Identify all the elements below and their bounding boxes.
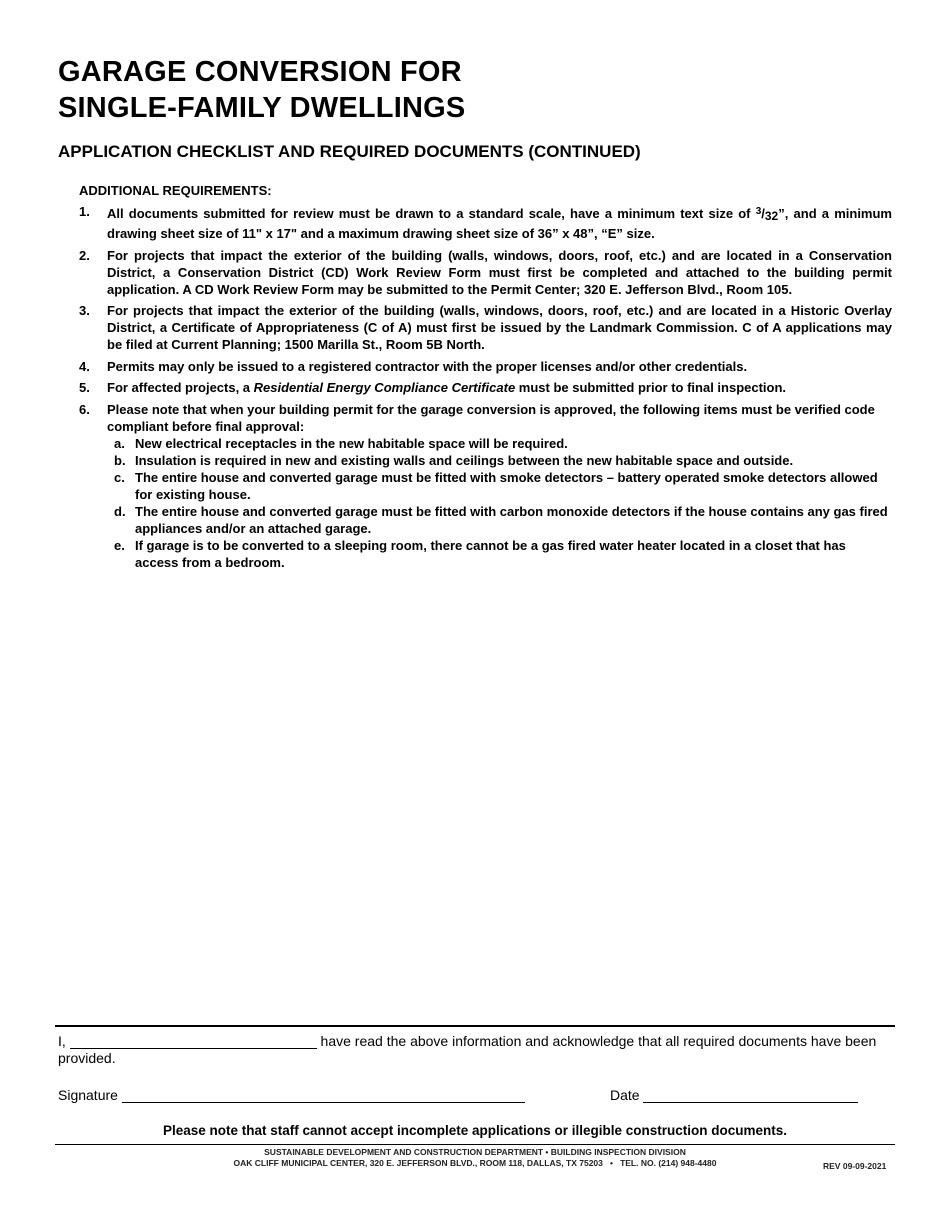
sublist-text: Insulation is required in new and existing walls and ceilings between the new habitable space and outside.	[135, 452, 794, 468]
revision-date: REV 09-09-2021	[823, 1161, 887, 1171]
signature-row	[58, 1087, 525, 1103]
footer-department: SUSTAINABLE DEVELOPMENT AND CONSTRUCTION DEPARTMENT • BUILDING INSPECTION DIVISION	[264, 1147, 686, 1157]
title-line-1: GARAGE CONVERSION FOR	[58, 56, 462, 88]
requirement-text: For projects that impact the exterior of the building (walls, windows, doors, roof, etc.) and are located in a Conservation District, a Conservation District (CD) Work Review Form must first be completed and attached to the building permit application. A CD Work Review Form may be submitted to the Permit Center; 320 E. Jefferson Blvd., Room 105.	[107, 247, 892, 297]
requirement-text: For projects that impact the exterior of the building (walls, windows, doors, roof, etc.) and are located in a Historic Overlay District, a Certificate of Appropriateness (C of A) must first be issued by the Landmark Commission. C of A applications may be filed at Current Planning; 1500 Marilla St., Room 5B North.	[107, 303, 892, 352]
date-label: Date	[610, 1087, 640, 1103]
requirement-number: 6.	[79, 401, 90, 417]
sublist-letter: b.	[114, 452, 126, 468]
footer-address-line	[0, 1158, 950, 1168]
fraction-numerator: 3	[755, 206, 762, 217]
sublist-letter: d.	[114, 503, 126, 519]
date-blank-line[interactable]	[643, 1102, 858, 1103]
requirement-number: 4.	[79, 358, 90, 374]
requirement-text: All documents submitted for review must be drawn to a standard scale, have a minimum text size of $^3/_{32}$”, and a minimum drawing sheet size of 11" x 17" and a maximum drawing sheet size of 36” x 48”, “E” size.	[107, 206, 892, 241]
name-blank-line[interactable]	[70, 1048, 317, 1049]
sublist-letter: c.	[114, 469, 125, 485]
divider-bottom	[55, 1144, 895, 1145]
sublist-letter: a.	[114, 435, 125, 451]
date-row	[610, 1087, 858, 1103]
sublist-text: The entire house and converted garage must be fitted with smoke detectors – battery operated smoke detectors allowed for existing house.	[135, 469, 878, 502]
requirement-text: Please note that when your building permit for the garage conversion is approved, the following items must be verified code compliant before final approval:	[107, 401, 875, 434]
requirement-number: 2.	[79, 247, 90, 263]
signature-label: Signature	[58, 1087, 118, 1103]
ack-prefix: I,	[58, 1033, 66, 1049]
sublist-text: The entire house and converted garage must be fitted with carbon monoxide detectors if the house contains any gas fired appliances and/or an attached garage.	[135, 503, 888, 536]
footer-separator: •	[609, 1158, 613, 1168]
requirement-item-4	[79, 358, 892, 375]
requirements-heading: ADDITIONAL REQUIREMENTS:	[79, 183, 272, 198]
footer-phone: TEL. NO. (214) 948-4480	[620, 1158, 717, 1168]
sublist-item-a	[114, 435, 892, 452]
sublist-text: If garage is to be converted to a sleeping room, there cannot be a gas fired water heater located in a closet that has access from a bedroom.	[135, 537, 846, 570]
requirement-item-2	[79, 247, 892, 298]
sublist-item-b	[114, 452, 892, 469]
footer-address: OAK CLIFF MUNICIPAL CENTER, 320 E. JEFFERSON BLVD., ROOM 118, DALLAS, TX 75203	[233, 1158, 603, 1168]
sublist-text: New electrical receptacles in the new habitable space will be required.	[135, 435, 568, 451]
acknowledgement-statement	[58, 1033, 894, 1067]
certificate-name: Residential Energy Compliance Certificate	[253, 380, 516, 395]
requirement-number: 5.	[79, 380, 90, 395]
sublist-item-e	[114, 537, 892, 571]
sublist-letter: e.	[114, 537, 125, 553]
fraction-denominator: 32	[764, 209, 779, 223]
requirement-number: 3.	[79, 303, 90, 318]
requirement-text-block	[107, 401, 892, 435]
page-title	[58, 54, 465, 126]
final-approval-sublist	[79, 435, 892, 571]
requirement-number: 1.	[79, 204, 90, 219]
section-subtitle: APPLICATION CHECKLIST AND REQUIRED DOCUMENTS (CONTINUED)	[58, 142, 641, 161]
requirement-text: Permits may only be issued to a registered contractor with the proper licenses and/or other credentials.	[107, 358, 748, 374]
sublist-item-c	[114, 469, 892, 503]
ack-suffix: have read the above information and acknowledge that all required documents have been provided.	[58, 1033, 877, 1066]
requirement-item-6	[79, 401, 892, 435]
requirement-item-1	[79, 203, 892, 242]
staff-note: Please note that staff cannot accept incomplete applications or illegible construction documents.	[162, 1123, 788, 1138]
requirement-item-5	[79, 379, 892, 396]
requirement-text: For affected projects, a Residential Energy Compliance Certificate must be submitted prior to final inspection.	[107, 380, 787, 395]
title-line-2: SINGLE-FAMILY DWELLINGS	[58, 92, 466, 124]
requirements-list	[79, 203, 892, 571]
requirement-item-3	[79, 302, 892, 353]
sublist-item-d	[114, 503, 892, 537]
divider-top	[55, 1025, 895, 1027]
fraction-slash: /	[761, 206, 765, 221]
signature-blank-line[interactable]	[122, 1102, 525, 1103]
